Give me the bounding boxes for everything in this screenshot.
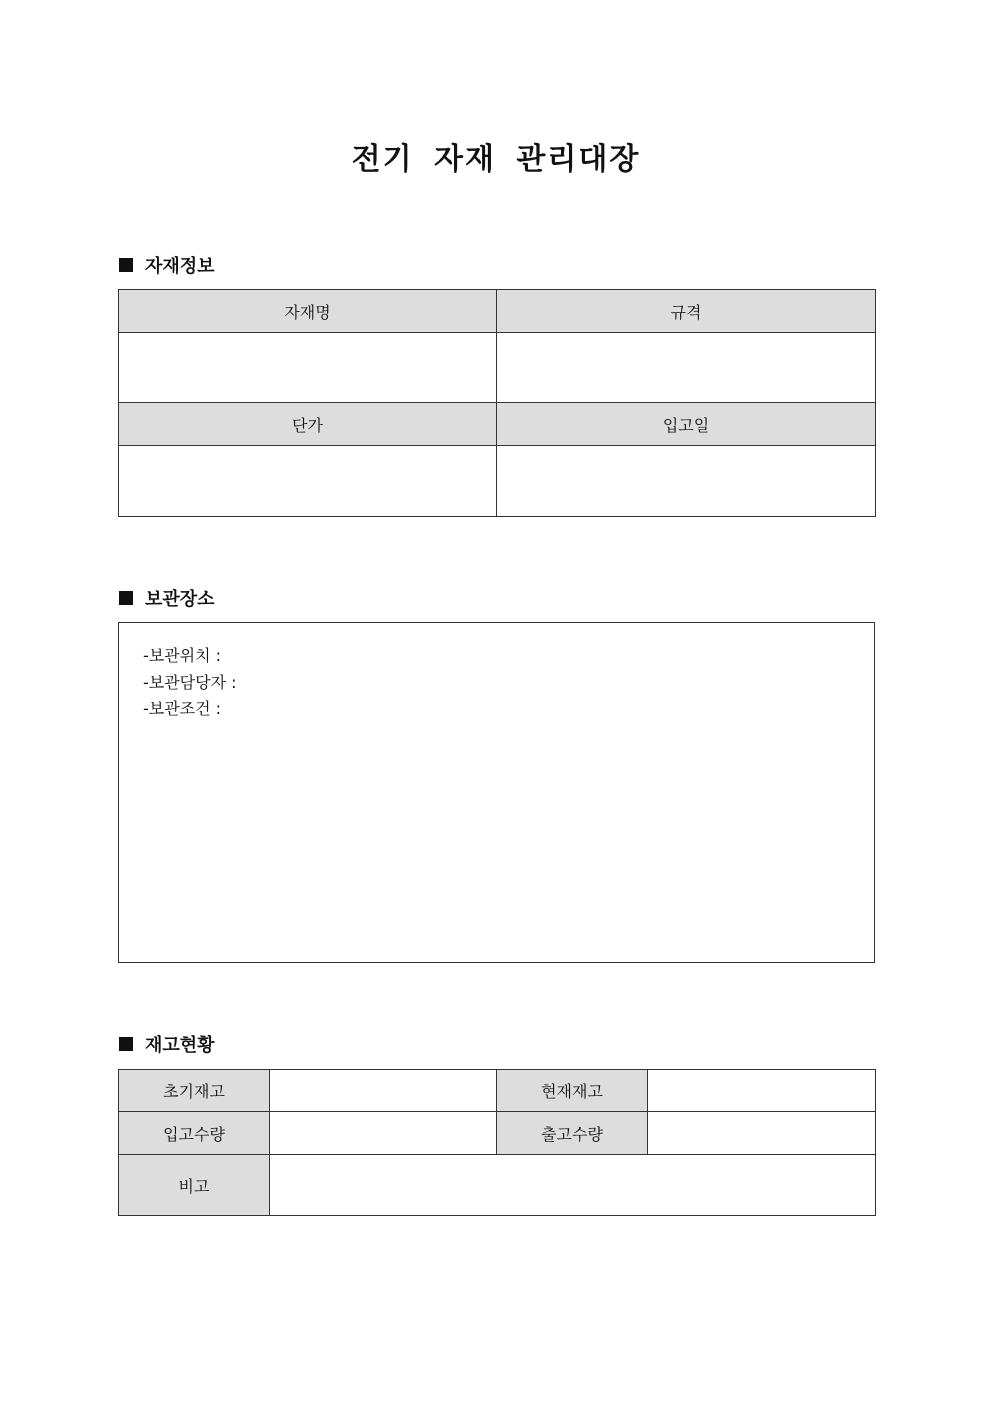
- outgoing-qty-field[interactable]: [648, 1112, 876, 1155]
- square-bullet-icon: [119, 591, 133, 605]
- storage-location-line: -보관위치 :: [143, 646, 222, 665]
- incoming-qty-field[interactable]: [270, 1112, 497, 1155]
- table-row: [119, 290, 876, 333]
- storage-condition-line: -보관조건 :: [143, 699, 222, 718]
- receipt-date-field[interactable]: [497, 446, 876, 517]
- table-row: [119, 333, 876, 403]
- material-name-field[interactable]: [119, 333, 497, 403]
- spec-field[interactable]: [497, 333, 876, 403]
- material-name-label: 자재명: [119, 290, 497, 333]
- storage-box[interactable]: [118, 622, 875, 963]
- current-stock-label: 현재재고: [497, 1070, 648, 1112]
- section-heading-label: 재고현황: [145, 1035, 215, 1056]
- table-row: [119, 1070, 876, 1112]
- table-row: [119, 446, 876, 517]
- spec-label: 규격: [497, 290, 876, 333]
- inventory-table: [118, 1069, 876, 1216]
- material-info-table: [118, 289, 876, 517]
- initial-stock-label: 초기재고: [119, 1070, 270, 1112]
- table-row: [119, 1112, 876, 1155]
- square-bullet-icon: [119, 1037, 133, 1051]
- incoming-qty-label: 입고수량: [119, 1112, 270, 1155]
- page-title: 전기 자재 관리대장: [351, 142, 641, 177]
- initial-stock-field[interactable]: [270, 1070, 497, 1112]
- square-bullet-icon: [119, 258, 133, 272]
- remarks-field[interactable]: [270, 1155, 876, 1216]
- storage-lines: [143, 643, 237, 723]
- section-heading-label: 자재정보: [145, 256, 215, 277]
- current-stock-field[interactable]: [648, 1070, 876, 1112]
- section-heading-inventory: [119, 1032, 215, 1056]
- unit-price-field[interactable]: [119, 446, 497, 517]
- section-heading-storage: [119, 586, 215, 610]
- storage-manager-line: -보관담당자 :: [143, 672, 237, 692]
- section-heading-label: 보관장소: [145, 589, 215, 610]
- receipt-date-label: 입고일: [497, 403, 876, 446]
- outgoing-qty-label: 출고수량: [497, 1112, 648, 1155]
- unit-price-label: 단가: [119, 403, 497, 446]
- section-heading-material-info: [119, 253, 215, 277]
- remarks-label: 비고: [119, 1155, 270, 1216]
- table-row: [119, 403, 876, 446]
- table-row: [119, 1155, 876, 1216]
